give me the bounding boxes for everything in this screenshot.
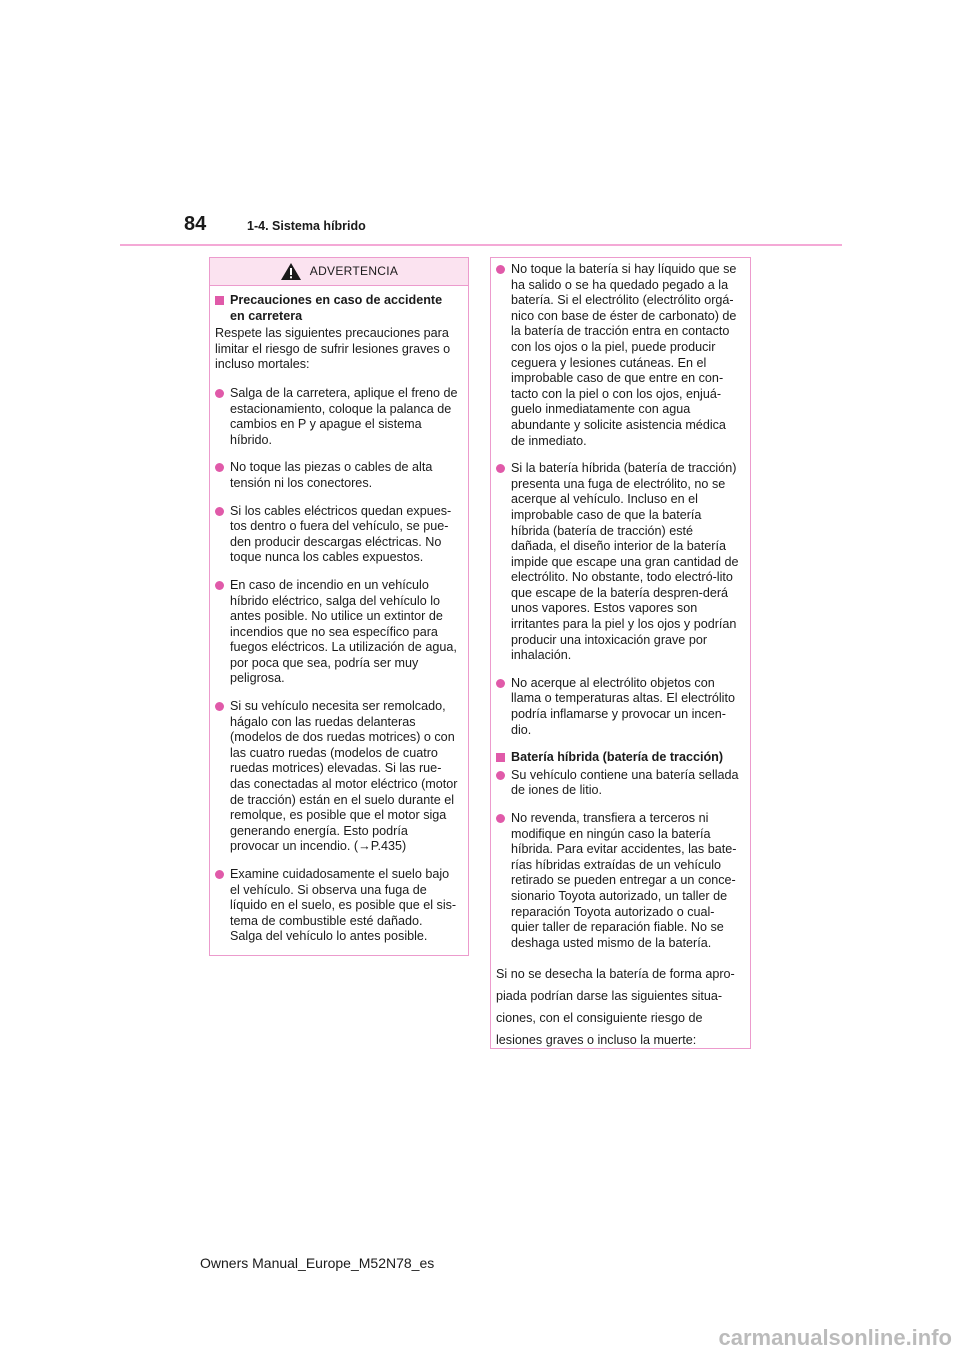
watermark: carmanualsonline.info — [718, 1325, 952, 1350]
round-bullet-icon — [496, 771, 505, 780]
bullet-text: Si la batería híbrida (batería de tracción) presenta una fuga de electrólito, no se acerque al vehículo. Incluso en el improbable caso de que la batería híbrida (batería de tracción) esté dañada, el diseño interior de la batería impide que escape una gran cantidad de electrólito. No obstante, todo electró-lito que escape de la batería despren-derá unos vapores. Estos vapores son irritantes para la piel y los ojos y podrían producir una intoxicación grave por inhalación. — [511, 461, 739, 663]
bullet-text: No acerque al electrólito objetos con llama o temperaturas altas. El electrólito podría inflamarse y provocar un incen-dio. — [511, 675, 735, 737]
warning-box-left — [209, 257, 469, 956]
footer-manual-id: Owners Manual_Europe_M52N78_es — [200, 1255, 435, 1271]
bullet-item — [496, 676, 740, 738]
round-bullet-icon — [215, 389, 224, 398]
bullet-text: Examine cuidadosamente el suelo bajo el vehículo. Si observa una fuga de líquido en el suelo, es posible que el sis-tema de combustible esté dañado. Salga del vehículo lo antes posible. — [230, 867, 457, 944]
bullet-item — [215, 699, 458, 855]
round-bullet-icon — [496, 679, 505, 688]
bullet-text: No revenda, transfiera a terceros ni modifique en ningún caso la batería híbrida. Para evitar accidentes, las bate-rías híbridas extraídas de un vehículo retirado se pueden entregar a un conce-sionario Toyota autorizado, un taller de reparación Toyota autorizado o cual-quier taller de reparación fiable. No se deshaga usted mismo de la batería. — [511, 811, 737, 950]
round-bullet-icon — [496, 814, 505, 823]
bullet-text: No toque la batería si hay líquido que se ha salido o se ha quedado pegado a la batería. Si el electrólito (electrólito orgá-nico con base de éster de carbonato) de la batería de tracción entra en contacto con los ojos o la piel, puede producir ceguera y lesiones cutáneas. En el improbable caso de que entre en con-tacto con la piel o con los ojos, enjuá-guelo inmediatamente con agua abundante y solicite asistencia médica de inmediato. — [511, 262, 737, 448]
closing-line: piada podrían darse las siguientes situa- — [496, 989, 723, 1004]
bullet-text: Si su vehículo necesita ser remolcado, hágalo con las ruedas delanteras (modelos de dos ruedas motrices) o con las cuatro ruedas (modelos de cuatro ruedas motrices) elevadas. Si las rue-das conectadas al motor eléctrico (motor de tracción) están en el suelo durante el remolque, es posible que el motor siga generando energía. Esto podría provocar un incendio. (→P.435) — [230, 699, 458, 854]
round-bullet-icon — [496, 265, 505, 274]
round-bullet-icon — [496, 464, 505, 473]
bullet-item — [215, 504, 458, 566]
warning-title: ADVERTENCIA — [309, 263, 399, 278]
round-bullet-icon — [215, 507, 224, 516]
header-rule — [120, 244, 842, 246]
round-bullet-icon — [215, 702, 224, 711]
intro-paragraph: Respete las siguientes precauciones para limitar el riesgo de sufrir lesiones graves o incluso mortales: — [215, 326, 451, 372]
warning-triangle-icon — [280, 262, 302, 281]
closing-line: lesiones graves o incluso la muerte: — [496, 1033, 697, 1048]
heading-text: Batería híbrida (batería de tracción) — [511, 750, 724, 765]
round-bullet-icon — [215, 463, 224, 472]
warning-header — [210, 258, 468, 286]
bullet-item — [215, 386, 458, 448]
bullet-item — [215, 578, 458, 687]
bullet-item — [496, 811, 740, 951]
warning-body-left — [210, 286, 468, 945]
round-bullet-icon — [215, 581, 224, 590]
warning-box-right — [490, 257, 751, 1049]
round-bullet-icon — [215, 870, 224, 879]
closing-paragraph — [496, 963, 740, 1051]
heading-text: Precauciones en caso de accidente en carretera — [230, 293, 443, 323]
square-bullet-icon — [496, 753, 505, 762]
bullet-item — [496, 262, 740, 449]
bullet-text: Su vehículo contiene una batería sellada de iones de litio. — [511, 767, 739, 798]
page-number: 84 — [184, 213, 207, 235]
section-heading-accident — [215, 293, 458, 324]
closing-line: ciones, con el consiguiente riesgo de — [496, 1011, 703, 1026]
bullet-item — [215, 460, 458, 491]
bullet-text: Salga de la carretera, aplique el freno de estacionamiento, coloque la palanca de cambios en P y apague el sistema híbrido. — [230, 385, 458, 447]
section-heading-battery — [496, 750, 740, 766]
bullet-item — [215, 867, 458, 945]
square-bullet-icon — [215, 296, 224, 305]
bullet-item — [496, 768, 740, 799]
section-title: 1-4. Sistema híbrido — [247, 219, 366, 233]
bullet-text: Si los cables eléctricos quedan expues-tos dentro o fuera del vehículo, se pue-den producir descargas eléctricas. No toque nunca los cables expuestos. — [230, 503, 452, 565]
closing-line: Si no se desecha la batería de forma apro- — [496, 967, 735, 982]
bullet-item — [496, 461, 740, 664]
warning-body-right — [491, 258, 750, 1051]
bullet-text: En caso de incendio en un vehículo híbrido eléctrico, salga del vehículo lo antes posible. No utilice un extintor de incendios que no sea específico para fuegos eléctricos. La utilización de agua, por poca que sea, podría ser muy peligrosa. — [230, 577, 457, 686]
bullet-text: No toque las piezas o cables de alta tensión ni los conectores. — [230, 460, 433, 490]
